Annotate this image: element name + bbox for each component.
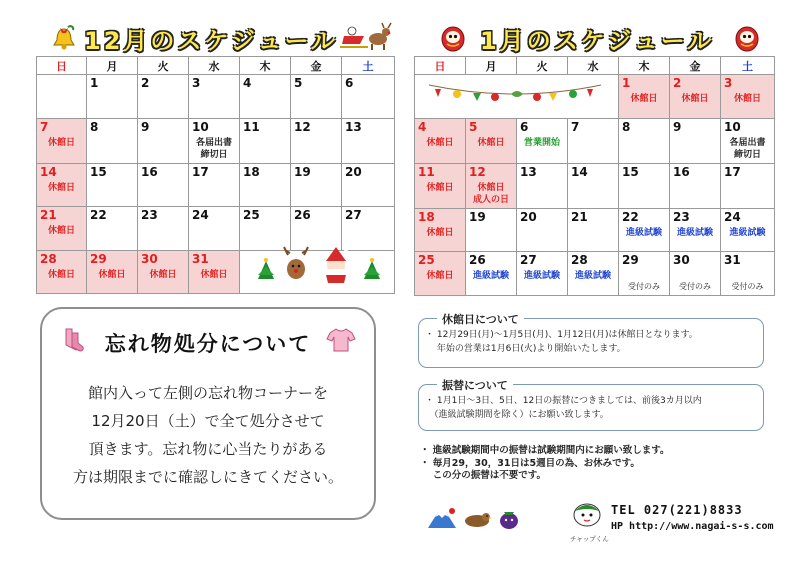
day-note: 休館日 (426, 227, 454, 238)
day-note: 受付のみ (731, 281, 764, 291)
day-note: 休館日 (47, 269, 75, 280)
phone-number: TEL 027(221)8833 (611, 503, 743, 517)
weekday-header-row (415, 57, 775, 75)
weekday-header: 金 (291, 57, 342, 75)
mount-fuji-icon (426, 506, 458, 534)
lost-items-notice (40, 307, 376, 520)
calendar-week-row (415, 118, 775, 163)
day-number: 30 (673, 253, 690, 267)
calendar-day-cell (415, 252, 466, 296)
day-number: 6 (345, 76, 354, 90)
transfer-info-line: ・ 1月1日～3日、5日、12日の振替につきましては、前後3カ月以内 (425, 396, 702, 406)
weekday-header: 火 (517, 57, 568, 75)
transfer-info-body (425, 394, 702, 422)
day-number: 13 (345, 119, 362, 134)
day-number: 27 (520, 253, 537, 267)
day-note: 休館日 (681, 94, 709, 104)
weekday-header: 月 (87, 57, 138, 75)
day-note: 受付のみ (628, 281, 660, 291)
calendar-day-cell (466, 208, 517, 252)
day-number: 7 (40, 119, 49, 134)
day-note: 進級試験 (574, 271, 611, 281)
day-number: 3 (192, 76, 201, 90)
january-title: 1月のスケジュール (480, 26, 715, 55)
closed-days-info-line: ・ 12月29日(月)～1月5日(月)、1月12日(月)は休館日となります。 (425, 330, 698, 340)
calendar-day-cell (138, 163, 189, 207)
calendar-day-cell (291, 207, 342, 251)
day-number: 9 (141, 119, 150, 134)
calendar-day-cell (342, 163, 395, 207)
calendar-week-row (415, 208, 775, 252)
calendar-day-cell (517, 163, 568, 208)
day-number: 1 (90, 76, 99, 90)
day-number: 19 (469, 209, 486, 224)
day-number: 11 (418, 164, 435, 179)
calendar-day-cell (37, 163, 87, 207)
day-note: 進級試験 (625, 227, 662, 238)
note-item: ・ 毎月29，30，31日は5週目の為、お休みです。 (420, 457, 640, 469)
day-number: 2 (141, 76, 150, 90)
calendar-week-row (37, 207, 395, 251)
new-year-garland-icon (425, 77, 605, 113)
calendar-day-cell (240, 207, 291, 251)
day-number: 29 (622, 253, 639, 267)
reindeer-sleigh-icon (338, 22, 394, 58)
day-number: 12 (294, 119, 311, 134)
calendar-day-cell (37, 118, 87, 163)
day-note: 休館日 (98, 269, 126, 280)
day-note: 休館日 (200, 269, 228, 280)
day-note: 締切日 (200, 149, 228, 160)
day-number: 21 (40, 208, 57, 222)
calendar-day-cell (291, 75, 342, 119)
lost-items-title: 忘れ物処分について (104, 332, 312, 356)
closed-days-info-body (425, 328, 698, 356)
december-title: 12月のスケジュール (84, 26, 338, 55)
calendar-day-cell (189, 75, 240, 119)
day-note: 休館日 (426, 137, 454, 148)
day-number: 4 (243, 76, 252, 90)
lost-items-line: 館内入って左側の忘れ物コーナーを (87, 384, 328, 402)
weekday-header: 水 (568, 57, 619, 75)
calendar-day-cell (342, 75, 395, 119)
day-number: 3 (724, 76, 733, 90)
calendar-day-cell (240, 163, 291, 207)
day-number: 17 (192, 164, 209, 179)
calendar-day-cell (619, 208, 670, 252)
day-number: 10 (192, 119, 209, 134)
day-number: 28 (571, 253, 588, 267)
weekday-header: 月 (466, 57, 517, 75)
weekday-header: 日 (415, 57, 466, 75)
day-number: 31 (724, 253, 741, 267)
calendar-day-cell (619, 75, 670, 119)
day-note: 休館日 (477, 182, 505, 193)
calendar-day-cell (568, 252, 619, 296)
day-number: 27 (345, 208, 362, 222)
day-note: 休館日 (47, 137, 75, 148)
calendar-day-cell (466, 252, 517, 296)
day-number: 19 (294, 164, 311, 179)
day-note: 進級試験 (729, 227, 766, 238)
calendar-day-cell (619, 252, 670, 296)
calendar-day-cell (87, 250, 138, 294)
day-note: 各届出書 (729, 137, 766, 148)
day-note: 営業開始 (523, 137, 560, 148)
calendar-day-cell (466, 163, 517, 208)
lost-items-line: 頂きます。忘れ物に心当たりがある (88, 440, 328, 458)
calendar-day-cell (342, 207, 395, 251)
tshirt-icon (326, 327, 356, 357)
calendar-day-cell (466, 118, 517, 163)
weekday-header: 土 (342, 57, 395, 75)
calendar-day-cell (189, 118, 240, 163)
day-number: 16 (141, 164, 158, 179)
day-number: 26 (469, 253, 486, 267)
weekday-header: 金 (670, 57, 721, 75)
day-number: 9 (673, 119, 682, 134)
day-number: 26 (294, 208, 311, 222)
day-note: 成人の日 (472, 194, 509, 205)
day-number: 15 (622, 164, 639, 179)
mascot-icon (572, 501, 602, 537)
day-number: 14 (571, 164, 588, 179)
day-number: 10 (724, 119, 741, 134)
calendar-day-cell (37, 207, 87, 251)
day-note: 休館日 (149, 269, 177, 280)
calendar-day-cell (721, 252, 775, 296)
calendar-day-cell (87, 75, 138, 119)
day-number: 25 (243, 208, 260, 222)
closed-days-info-title: 休館日について (437, 311, 524, 327)
lost-items-body (42, 379, 374, 491)
notes-list (420, 445, 670, 483)
day-number: 12 (469, 164, 486, 179)
day-number: 22 (90, 208, 107, 222)
calendar-week-row (415, 163, 775, 208)
contact-info (611, 503, 774, 532)
day-number: 21 (571, 209, 588, 224)
weekday-header: 日 (37, 57, 87, 75)
day-number: 7 (571, 119, 580, 134)
day-number: 1 (622, 76, 631, 90)
day-number: 4 (418, 119, 427, 134)
calendar-day-cell (517, 208, 568, 252)
calendar-day-cell (189, 250, 240, 294)
weekday-header-row (37, 57, 395, 75)
day-number: 31 (192, 251, 209, 266)
day-note: 休館日 (47, 182, 75, 193)
calendar-day-cell (189, 207, 240, 251)
christmas-bell-icon (50, 24, 78, 56)
day-note: 締切日 (733, 149, 761, 160)
note-item: ・ 進級試験期間中の振替は試験期間内にお願い致します。 (420, 445, 670, 456)
day-note: 休館日 (426, 182, 454, 193)
calendar-day-cell (138, 118, 189, 163)
calendar-day-cell (721, 75, 775, 119)
calendar-day-cell (568, 118, 619, 163)
day-number: 24 (192, 208, 209, 222)
day-number: 23 (141, 208, 158, 222)
day-number: 17 (724, 164, 741, 179)
calendar-day-cell (721, 118, 775, 163)
lost-items-line: 12月20日（土）で全て処分させて (91, 412, 325, 430)
calendar-day-cell (670, 208, 721, 252)
day-number: 23 (673, 209, 690, 224)
calendar-day-cell (138, 75, 189, 119)
homepage-url[interactable]: HP http://www.nagai-s-s.com (611, 521, 774, 532)
calendar-day-cell (415, 163, 466, 208)
calendar-day-cell (138, 250, 189, 294)
day-note: 受付のみ (679, 281, 711, 291)
note-item: この分の振替は不要です。 (420, 470, 547, 481)
day-number: 8 (90, 119, 99, 134)
calendar-week-row (37, 118, 395, 163)
day-number: 8 (622, 119, 631, 134)
day-number: 20 (520, 209, 537, 224)
hawk-icon (462, 509, 492, 533)
calendar-day-cell (619, 163, 670, 208)
calendar-day-cell (240, 118, 291, 163)
weekday-header: 火 (138, 57, 189, 75)
calendar-day-cell (517, 118, 568, 163)
calendar-day-cell (721, 163, 775, 208)
day-note: 休館日 (477, 137, 505, 148)
day-number: 30 (141, 251, 158, 266)
day-number: 11 (243, 119, 260, 134)
calendar-day-cell (670, 252, 721, 296)
christmas-characters-icon (246, 245, 390, 287)
weekday-header: 土 (721, 57, 775, 75)
calendar-day-cell (670, 118, 721, 163)
calendar-day-cell (291, 163, 342, 207)
day-number: 25 (418, 253, 435, 267)
calendar-week-row (37, 75, 395, 119)
transfer-info-line: （進級試験期間を除く）にお願い致します。 (425, 410, 609, 420)
day-note: 休館日 (426, 271, 454, 281)
calendar-day-cell (87, 207, 138, 251)
day-number: 28 (40, 251, 57, 266)
calendar-day-cell (240, 75, 291, 119)
calendar-day-cell (87, 163, 138, 207)
day-number: 14 (40, 164, 57, 179)
calendar-day-cell (568, 208, 619, 252)
calendar-day-cell (87, 118, 138, 163)
calendar-day-cell (415, 118, 466, 163)
day-number: 5 (294, 76, 303, 90)
day-note: 進級試験 (472, 271, 509, 281)
calendar-day-cell (342, 118, 395, 163)
day-note: 進級試験 (676, 227, 713, 238)
day-number: 6 (520, 119, 529, 134)
calendar-day-cell (138, 207, 189, 251)
calendar-day-cell (670, 75, 721, 119)
calendar-day-cell (670, 163, 721, 208)
day-number: 13 (520, 164, 537, 179)
eggplant-icon (498, 506, 520, 534)
mascot-label: チャップくん (570, 535, 609, 543)
calendar-week-row (415, 252, 775, 296)
transfer-info-title: 振替について (437, 377, 513, 393)
day-number: 29 (90, 251, 107, 266)
daruma-icon (734, 24, 760, 56)
day-number: 22 (622, 209, 639, 224)
day-note: 休館日 (47, 226, 75, 236)
day-number: 24 (724, 209, 741, 224)
weekday-header: 木 (619, 57, 670, 75)
day-note: 休館日 (630, 94, 658, 104)
calendar-day-cell (415, 208, 466, 252)
day-number: 18 (243, 164, 260, 179)
calendar-day-cell (619, 118, 670, 163)
calendar-day-cell (517, 252, 568, 296)
lost-items-line: 方は期限までに確認しにきてください。 (72, 468, 343, 486)
calendar-day-cell (189, 163, 240, 207)
calendar-day-cell (37, 75, 87, 119)
closed-days-info-line: 年始の営業は1月6日(火)より開始いたします。 (425, 344, 626, 354)
day-note: 各届出書 (195, 137, 232, 148)
day-number: 18 (418, 209, 435, 224)
day-note: 休館日 (733, 94, 761, 104)
weekday-header: 水 (189, 57, 240, 75)
weekday-header: 木 (240, 57, 291, 75)
calendar-day-cell (37, 250, 87, 294)
calendar-day-cell (721, 208, 775, 252)
calendar-week-row (37, 163, 395, 207)
day-number: 2 (673, 76, 682, 90)
day-number: 20 (345, 164, 362, 179)
day-number: 15 (90, 164, 107, 179)
day-number: 5 (469, 119, 478, 134)
daruma-icon (440, 24, 466, 56)
calendar-day-cell (291, 118, 342, 163)
day-note: 進級試験 (523, 271, 560, 281)
day-number: 16 (673, 164, 690, 179)
calendar-day-cell (568, 163, 619, 208)
